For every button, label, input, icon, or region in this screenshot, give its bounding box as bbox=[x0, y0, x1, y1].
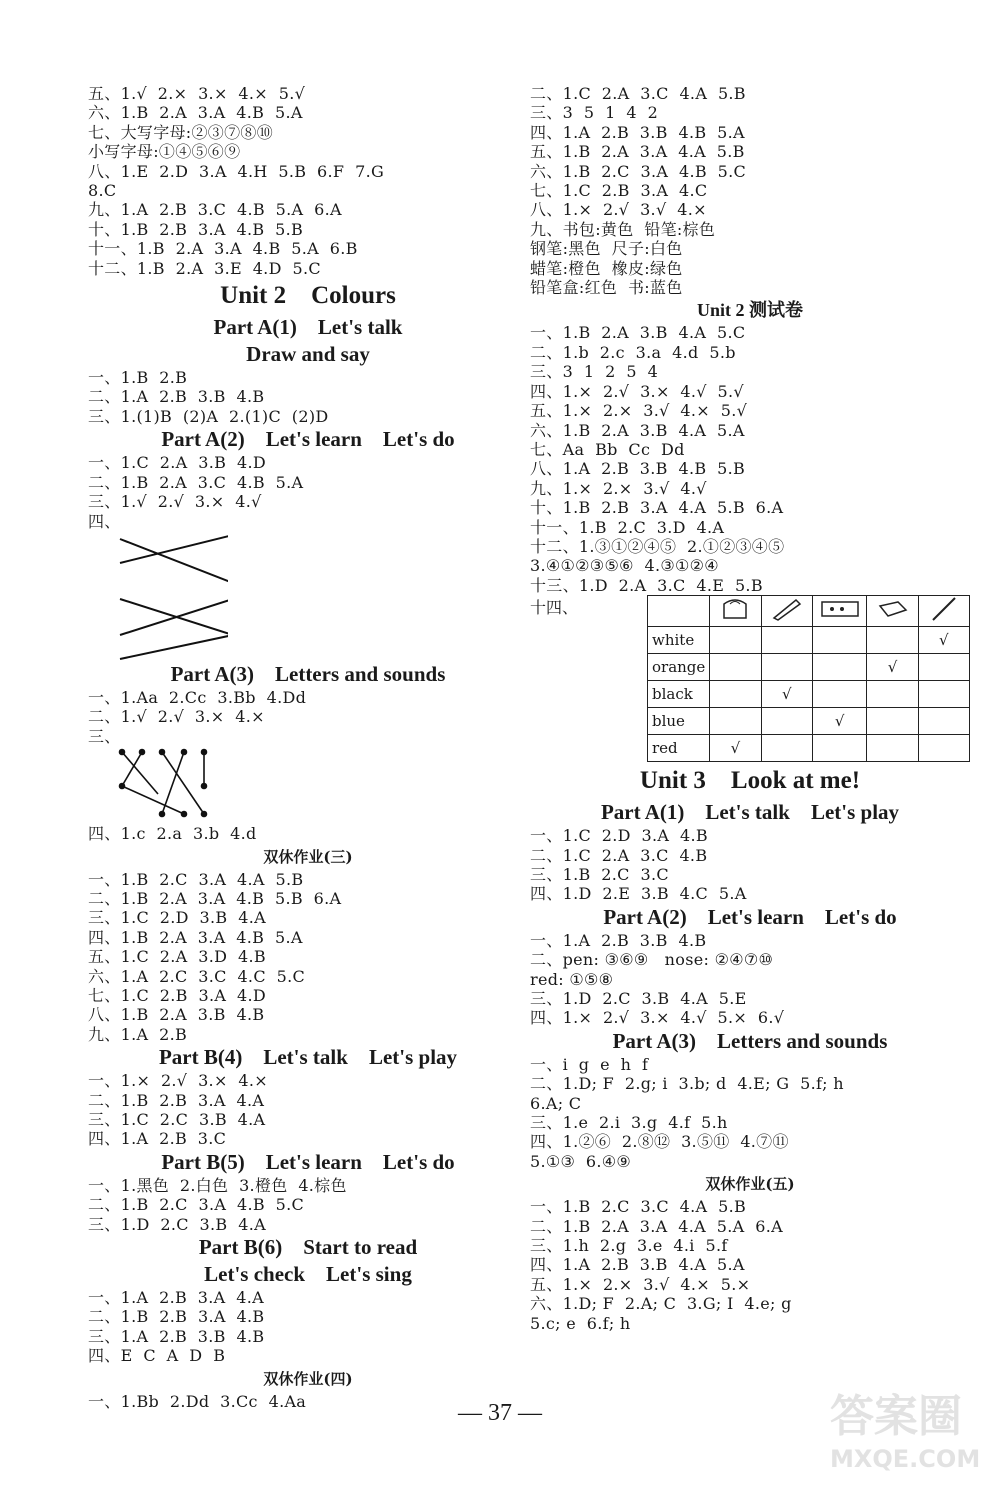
answer-line: 四、1.× 2.√ 3.× 4.√ 5.× 6.√ bbox=[530, 1008, 785, 1028]
partB6-title: Part B(6) Start to read bbox=[198, 1235, 418, 1260]
row-color-label: blue bbox=[648, 708, 710, 735]
answer-line: 三、 bbox=[88, 726, 121, 746]
answer-line: 一、1.A 2.B 3.A 4.A bbox=[88, 1288, 264, 1308]
answer-line: 十二、1.③①②④⑤ 2.①②③④⑤ bbox=[530, 536, 785, 556]
answer-line: 五、1.× 2.× 3.√ 4.× 5.× bbox=[530, 1274, 751, 1294]
answer-line: 一、1.× 2.√ 3.× 4.× bbox=[88, 1071, 268, 1091]
table-cell bbox=[918, 654, 969, 681]
answer-line: 十一、1.B 2.C 3.D 4.A bbox=[530, 517, 725, 537]
color-matching-table bbox=[647, 595, 970, 762]
u3A1-title: Part A(1) Let's talk Let's play bbox=[600, 800, 900, 825]
answer-line: 三、3 5 1 4 2 bbox=[530, 103, 659, 123]
table-cell bbox=[918, 708, 969, 735]
table-cell bbox=[761, 654, 812, 681]
table-cell: √ bbox=[867, 654, 918, 681]
answer-line: 七、大写字母:②③⑦⑧⑩ bbox=[88, 122, 273, 142]
answer-line: 小写字母:①④⑤⑥⑨ bbox=[88, 142, 241, 162]
unit2-title: Unit 2 Colours bbox=[220, 282, 396, 310]
answer-line: 三、1.C 2.D 3.B 4.A bbox=[88, 908, 266, 928]
table-cell bbox=[710, 627, 761, 654]
answer-line: 七、1.C 2.B 3.A 4.D bbox=[88, 985, 266, 1005]
row-color-label: orange bbox=[648, 654, 710, 681]
answer-line: 八、1.E 2.D 3.A 4.H 5.B 6.F 7.G bbox=[88, 161, 385, 181]
answer-line: 二、1.C 2.A 3.C 4.A 5.B bbox=[530, 84, 746, 103]
table-cell bbox=[710, 681, 761, 708]
left-answer-block bbox=[88, 84, 528, 278]
answer-line: 五、1.× 2.× 3.√ 4.× 5.√ bbox=[530, 401, 748, 421]
answer-line: 九、1.A 2.B bbox=[88, 1024, 188, 1044]
answer-line: 二、1.B 2.A 3.C 4.B 5.A bbox=[88, 472, 304, 492]
weekend5-answers bbox=[530, 1197, 970, 1333]
table-row bbox=[648, 627, 970, 654]
pencil-box-icon bbox=[812, 596, 867, 627]
answer-line: 二、1.B 2.C 3.A 4.B 5.C bbox=[88, 1195, 305, 1215]
answer-line: 八、1.× 2.√ 3.√ 4.× bbox=[530, 200, 707, 220]
right-answer-block bbox=[530, 84, 970, 297]
table-row bbox=[648, 681, 970, 708]
q14-label: 十四、 bbox=[530, 598, 579, 618]
u3A3-title: Part A(3) Letters and sounds bbox=[612, 1028, 888, 1053]
answer-line: 八、1.A 2.B 3.B 4.B 5.B bbox=[530, 459, 746, 479]
answer-line: 5.①③ 6.④⑨ bbox=[530, 1151, 632, 1171]
answer-line: 8.C bbox=[88, 181, 117, 201]
answer-line: 八、1.B 2.A 3.B 4.B bbox=[88, 1005, 265, 1025]
table-cell bbox=[918, 735, 969, 762]
answer-line: 九、书包:黄色 铅笔:棕色 bbox=[530, 219, 716, 239]
table-row bbox=[648, 735, 970, 762]
table-cell: √ bbox=[710, 735, 761, 762]
row-color-label: black bbox=[648, 681, 710, 708]
answer-line: 六、1.A 2.C 3.C 4.C 5.C bbox=[88, 966, 306, 986]
answer-line: 一、1.Aa 2.Cc 3.Bb 4.Dd bbox=[88, 687, 307, 707]
answer-line: 五、1.√ 2.× 3.× 4.× 5.√ bbox=[88, 84, 306, 103]
answer-line: 六、1.D; F 2.A; C 3.G; I 4.e; g bbox=[530, 1294, 792, 1314]
answer-line: 六、1.B 2.A 3.B 4.A 5.A bbox=[530, 420, 745, 440]
matching-lines-diagram bbox=[88, 531, 228, 661]
answer-line: 三、3 1 2 5 4 bbox=[530, 362, 659, 382]
partA2-title: Part A(2) Let's learn Let's do bbox=[161, 427, 455, 452]
table-header-row bbox=[648, 596, 970, 627]
page-number: — 37 — bbox=[458, 1400, 542, 1426]
answer-line: 一、1.A 2.B 3.B 4.B bbox=[530, 930, 707, 950]
u3A1-answers bbox=[530, 826, 970, 904]
right-column bbox=[530, 84, 970, 1333]
answer-line: 三、1.D 2.C 3.B 4.A bbox=[88, 1214, 266, 1234]
answer-line: 四、E C A D B bbox=[88, 1346, 226, 1366]
table-cell: √ bbox=[761, 681, 812, 708]
partB4-answers bbox=[88, 1071, 528, 1149]
table-row bbox=[648, 708, 970, 735]
answer-line: 三、1.C 2.C 3.B 4.A bbox=[88, 1110, 266, 1129]
partB5-answers bbox=[88, 1176, 528, 1234]
answer-line: 二、1.D; F 2.g; i 3.b; d 4.E; G 5.f; h bbox=[530, 1074, 844, 1094]
answer-line: 一、1.黑色 2.白色 3.橙色 4.棕色 bbox=[88, 1175, 347, 1195]
weekend3-title: 双休作业(三) bbox=[263, 847, 353, 866]
letter-matching-diagram bbox=[88, 746, 248, 824]
answer-line: 三、1.h 2.g 3.e 4.i 5.f bbox=[530, 1236, 728, 1256]
answer-line: 一、1.B 2.B bbox=[88, 368, 188, 388]
answer-line: 五、1.C 2.A 3.D 4.B bbox=[88, 947, 266, 967]
table-row bbox=[648, 654, 970, 681]
table-cell: √ bbox=[918, 627, 969, 654]
answer-line: 三、1.(1)B (2)A 2.(1)C (2)D bbox=[88, 406, 329, 426]
answer-line: 十三、1.D 2.A 3.C 4.E 5.B bbox=[530, 575, 763, 595]
table-cell bbox=[710, 654, 761, 681]
answer-line: 三、1.A 2.B 3.B 4.B bbox=[88, 1326, 265, 1346]
answer-line: 九、1.× 2.× 3.√ 4.√ bbox=[530, 478, 707, 498]
answer-line: 一、1.B 2.C 3.A 4.A 5.B bbox=[88, 869, 304, 889]
partB4-title: Part B(4) Let's talk Let's play bbox=[158, 1045, 458, 1070]
answer-line: 一、1.Bb 2.Dd 3.Cc 4.Aa bbox=[88, 1391, 307, 1411]
answer-line: 六、1.B 2.A 3.A 4.B 5.A bbox=[88, 103, 303, 123]
answer-line: 二、pen: ③⑥⑨ nose: ②④⑦⑩ bbox=[530, 950, 774, 970]
row-color-label: red bbox=[648, 735, 710, 762]
answer-line: 四、1.②⑥ 2.⑧⑫ 3.⑤⑪ 4.⑦⑪ bbox=[530, 1132, 789, 1152]
table-cell bbox=[761, 627, 812, 654]
table-cell bbox=[918, 681, 969, 708]
answer-line: 四、1.A 2.B 3.C bbox=[88, 1129, 227, 1149]
table-cell bbox=[867, 681, 918, 708]
q14-block bbox=[530, 595, 970, 763]
row-color-label: white bbox=[648, 627, 710, 654]
u3A2-answers bbox=[530, 931, 970, 1028]
answer-line: 六、1.B 2.C 3.A 4.B 5.C bbox=[530, 161, 747, 181]
table-cell bbox=[867, 708, 918, 735]
answer-line: 三、1.e 2.i 3.g 4.f 5.h bbox=[530, 1113, 728, 1133]
left-column bbox=[88, 84, 528, 1411]
table-cell bbox=[812, 681, 867, 708]
partA1-subtitle: Draw and say bbox=[246, 342, 370, 367]
answer-line: 一、i g e h f bbox=[530, 1054, 649, 1074]
answer-line: 6.A; C bbox=[530, 1093, 582, 1113]
unit2-test-title: Unit 2 测试卷 bbox=[696, 300, 803, 321]
partB5-title: Part B(5) Let's learn Let's do bbox=[161, 1149, 455, 1174]
answer-line: 蜡笔:橙色 橡皮:绿色 bbox=[530, 258, 683, 278]
answer-line: 一、1.C 2.A 3.B 4.D bbox=[88, 453, 266, 473]
partB6-answers bbox=[88, 1288, 528, 1366]
answer-line: 3.④①②③⑤⑥ 4.③①②④ bbox=[530, 556, 719, 576]
partB6-subtitle: Let's check Let's sing bbox=[204, 1262, 412, 1287]
partA1-answers bbox=[88, 368, 528, 426]
answer-line: 铅笔盒:红色 书:蓝色 bbox=[530, 278, 683, 298]
table-cell bbox=[761, 735, 812, 762]
answer-line: 七、1.C 2.B 3.A 4.C bbox=[530, 181, 708, 201]
table-cell bbox=[761, 708, 812, 735]
partA2-answers bbox=[88, 453, 528, 531]
eraser-icon bbox=[867, 596, 918, 627]
answer-line: 九、1.A 2.B 3.C 4.B 5.A 6.A bbox=[88, 200, 342, 220]
answer-line: 钢笔:黑色 尺子:白色 bbox=[530, 239, 683, 259]
answer-line: 一、1.B 2.C 3.C 4.A 5.B bbox=[530, 1197, 747, 1217]
table-cell bbox=[867, 735, 918, 762]
answer-line: 三、1.B 2.C 3.C bbox=[530, 864, 669, 884]
answer-line: 二、1.B 2.B 3.A 4.B bbox=[88, 1307, 265, 1327]
answer-line: 四、1.A 2.B 3.B 4.A 5.A bbox=[530, 1255, 745, 1275]
color-matching-rows bbox=[648, 627, 970, 762]
table-cell bbox=[710, 708, 761, 735]
weekend3-answers bbox=[88, 870, 528, 1045]
table-cell bbox=[812, 654, 867, 681]
answer-line: 二、1.B 2.A 3.A 4.A 5.A 6.A bbox=[530, 1216, 783, 1236]
answer-line: 5.c; e 6.f; h bbox=[530, 1313, 631, 1333]
answer-line: 二、1.B 2.A 3.A 4.B 5.B 6.A bbox=[88, 888, 342, 908]
answer-line: 四、1.D 2.E 3.B 4.C 5.A bbox=[530, 884, 747, 904]
unit2-test-answers bbox=[530, 323, 970, 595]
partA3-title: Part A(3) Letters and sounds bbox=[170, 661, 446, 686]
table-cell: √ bbox=[812, 708, 867, 735]
pen-icon bbox=[761, 596, 812, 627]
answer-line: 二、1.C 2.A 3.C 4.B bbox=[530, 845, 708, 865]
partA1-title: Part A(1) Let's talk bbox=[213, 315, 403, 340]
answer-line: 十、1.B 2.B 3.A 4.B 5.B bbox=[88, 219, 304, 239]
answer-line: 四、1.A 2.B 3.B 4.B 5.A bbox=[530, 122, 745, 142]
table-cell bbox=[867, 627, 918, 654]
weekend4-title: 双休作业(四) bbox=[263, 1369, 353, 1388]
u3A3-answers bbox=[530, 1055, 970, 1171]
answer-line: 十一、1.B 2.A 3.A 4.B 5.A 6.B bbox=[88, 239, 358, 259]
answer-line: 二、1.b 2.c 3.a 4.d 5.b bbox=[530, 342, 736, 362]
answer-line: 一、1.C 2.D 3.A 4.B bbox=[530, 826, 708, 846]
answer-line: 三、1.D 2.C 3.B 4.A 5.E bbox=[530, 989, 747, 1008]
table-cell bbox=[812, 627, 867, 654]
answer-line: 四、 bbox=[88, 511, 121, 531]
unit3-title: Unit 3 Look at me! bbox=[639, 767, 861, 795]
answer-line: 一、1.B 2.A 3.B 4.A 5.C bbox=[530, 323, 746, 343]
watermark-logo: 答案圈 MXQE.COM bbox=[830, 1391, 981, 1473]
answer-line: 二、1.B 2.B 3.A 4.A bbox=[88, 1090, 265, 1110]
table-cell bbox=[812, 735, 867, 762]
answer-line: 五、1.B 2.A 3.A 4.A 5.B bbox=[530, 142, 745, 162]
answer-line: 十、1.B 2.B 3.A 4.A 5.B 6.A bbox=[530, 498, 784, 518]
partA3-q4: 四、1.c 2.a 3.b 4.d bbox=[88, 824, 257, 844]
answer-line: red: ①⑤⑧ bbox=[530, 969, 614, 989]
answer-line: 四、1.× 2.√ 3.× 4.√ 5.√ bbox=[530, 381, 744, 401]
table-corner bbox=[648, 596, 710, 627]
bag-icon bbox=[710, 596, 761, 627]
answer-line: 三、1.√ 2.√ 3.× 4.√ bbox=[88, 492, 262, 512]
partA3-answers bbox=[88, 688, 528, 746]
weekend5-title: 双休作业(五) bbox=[705, 1175, 795, 1194]
answer-line: 十二、1.B 2.A 3.E 4.D 5.C bbox=[88, 258, 321, 278]
pencil-icon bbox=[918, 596, 969, 627]
answer-line: 七、Aa Bb Cc Dd bbox=[530, 439, 685, 459]
answer-line: 二、1.√ 2.√ 3.× 4.× bbox=[88, 707, 265, 727]
u3A2-title: Part A(2) Let's learn Let's do bbox=[603, 904, 897, 929]
answer-line: 二、1.A 2.B 3.B 4.B bbox=[88, 387, 265, 407]
answer-line: 四、1.B 2.A 3.A 4.B 5.A bbox=[88, 927, 303, 947]
